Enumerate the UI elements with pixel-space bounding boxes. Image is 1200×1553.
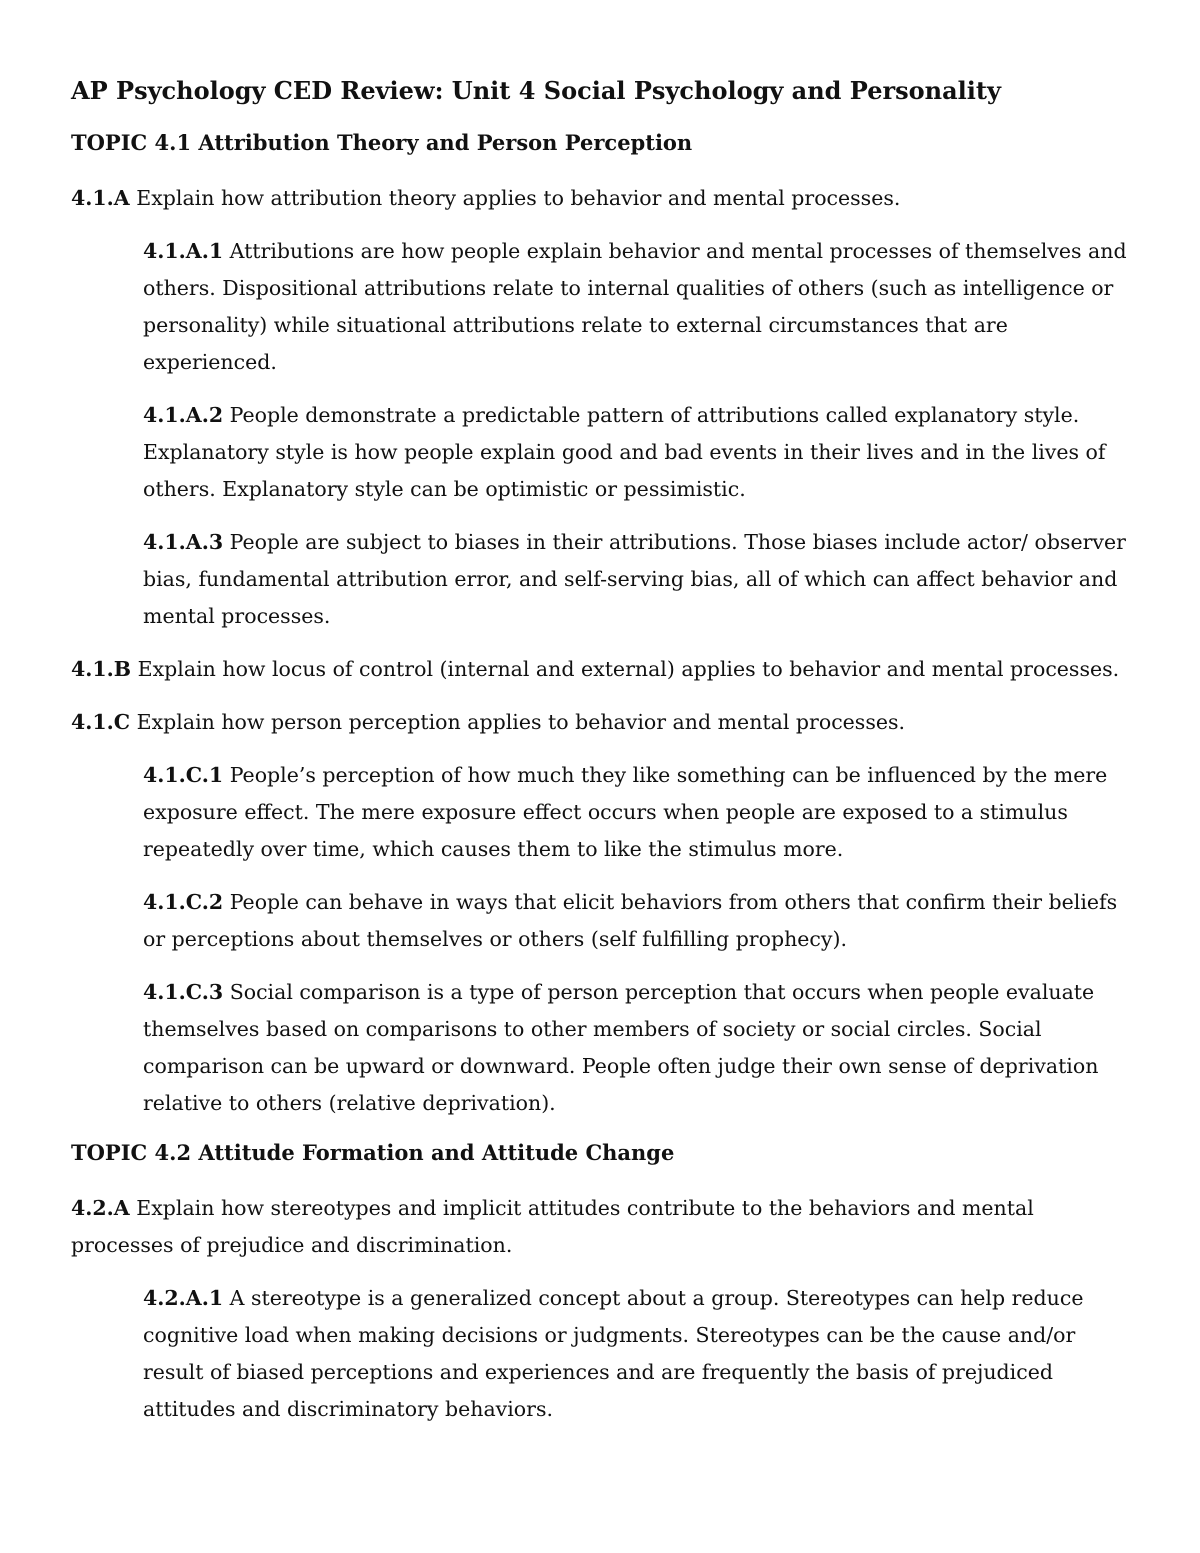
essential-knowledge-4-1-a-1: [143, 233, 1130, 381]
topic-4-2-heading: TOPIC 4.2 Attitude Formation and Attitude Change: [71, 1140, 675, 1165]
essential-code: 4.1.C.1: [143, 763, 224, 787]
essential-text: People demonstrate a predictable pattern of attributions called explanatory style. Explanatory style is how people explain good and bad events in their lives and in the lives of others. Explanatory style can be optimistic or pessimistic.: [143, 403, 1106, 501]
document-title: AP Psychology CED Review: Unit 4 Social Psychology and Personality: [71, 76, 1001, 105]
essential-knowledge-4-1-a-3: [143, 524, 1130, 635]
essential-code: 4.1.A.2: [143, 403, 224, 427]
essential-knowledge-4-1-c-3: [143, 974, 1130, 1122]
essential-code: 4.1.A.1: [143, 239, 224, 263]
essential-text: People are subject to biases in their attributions. Those biases include actor/ observer bias, fundamental attribution error, and self-serving bias, all of which can affect behavior and mental processes.: [143, 530, 1126, 628]
essential-knowledge-4-2-a-1: [143, 1280, 1130, 1428]
essential-text: Attributions are how people explain behavior and mental processes of themselves and others. Dispositional attributions relate to internal qualities of others (such as intelligence or personality) while situational attributions relate to external circumstances that are experienced.: [143, 239, 1127, 374]
essential-code: 4.1.C.2: [143, 890, 224, 914]
objective-code: 4.1.B: [71, 657, 132, 681]
essential-text: People’s perception of how much they like something can be influenced by the mere exposure effect. The mere exposure effect occurs when people are exposed to a stimulus repeatedly over time, which causes them to like the stimulus more.: [143, 763, 1108, 861]
objective-code: 4.2.A: [71, 1196, 130, 1220]
essential-text: People can behave in ways that elicit behaviors from others that confirm their beliefs or perceptions about themselves or others (self fulfilling prophecy).: [143, 890, 1118, 951]
essential-code: 4.2.A.1: [143, 1286, 224, 1310]
objective-4-1-a: [71, 180, 1130, 217]
objective-4-2-a: [71, 1190, 1130, 1264]
objective-4-1-b: [71, 651, 1130, 688]
objective-code: 4.1.C: [71, 710, 131, 734]
objective-code: 4.1.A: [71, 186, 130, 210]
objective-text: Explain how person perception applies to behavior and mental processes.: [130, 710, 906, 734]
essential-knowledge-4-1-a-2: [143, 397, 1130, 508]
essential-code: 4.1.A.3: [143, 530, 224, 554]
topic-4-1-heading: TOPIC 4.1 Attribution Theory and Person Perception: [71, 130, 693, 155]
objective-text: Explain how attribution theory applies to behavior and mental processes.: [129, 186, 901, 210]
essential-knowledge-4-1-c-2: [143, 884, 1130, 958]
objective-text: Explain how locus of control (internal and external) applies to behavior and mental processes.: [131, 657, 1120, 681]
essential-knowledge-4-1-c-1: [143, 757, 1130, 868]
objective-text: Explain how stereotypes and implicit attitudes contribute to the behaviors and mental processes of prejudice and discrimination.: [71, 1196, 1034, 1257]
essential-text: A stereotype is a generalized concept about a group. Stereotypes can help reduce cognitive load when making decisions or judgments. Stereotypes can be the cause and/or result of biased perceptions and experiences and are frequently the basis of prejudiced attitudes and discriminatory behaviors.: [143, 1286, 1084, 1421]
essential-code: 4.1.C.3: [143, 980, 224, 1004]
essential-text: Social comparison is a type of person perception that occurs when people evaluate themselves based on comparisons to other members of society or social circles. Social comparison can be upward or downward. People often judge their own sense of deprivation relative to others (relative deprivation).: [143, 980, 1099, 1115]
objective-4-1-c: [71, 704, 1130, 741]
